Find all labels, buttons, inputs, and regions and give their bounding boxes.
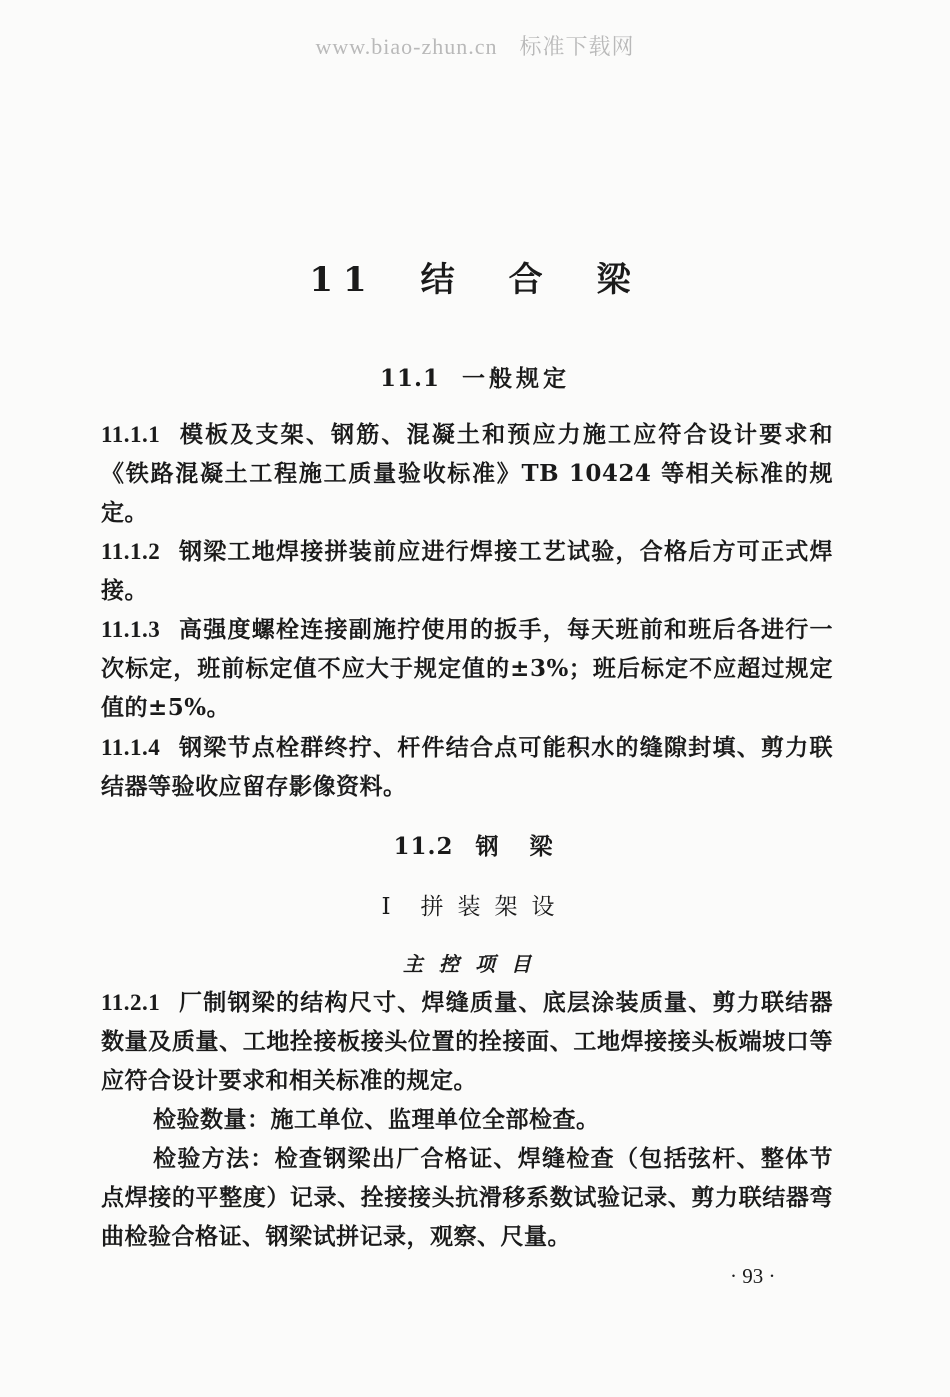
clause-11-1-2 <box>101 532 833 610</box>
clause-text: 高强度螺栓连接副施拧使用的扳手，每天班前和班后各进行一次标定，班前标定值不应大于规定值的±3%；班后标定不应超过规定值的±5%。 <box>101 616 833 721</box>
clause-11-1-1 <box>101 415 833 532</box>
clause-text: 钢梁节点栓群终拧、杆件结合点可能积水的缝隙封填、剪力联结器等验收应留存影像资料。 <box>101 734 833 800</box>
subsection-number: Ⅰ <box>381 894 405 920</box>
clause-11-1-4 <box>101 728 833 806</box>
clause-number: 11.1.3 <box>101 617 161 642</box>
inspection-method: 检验方法：检查钢梁出厂合格证、焊缝检查（包括弦杆、整体节点焊接的平整度）记录、拴接接头抗滑移系数试验记录、剪力联结器弯曲检验合格证、钢梁试拼记录，观察、尺量。 <box>101 1145 833 1250</box>
watermark-url: www.biao-zhun.cn <box>315 34 498 59</box>
section-number: 11.2 <box>393 833 454 860</box>
section-title: 钢 梁 <box>475 833 557 860</box>
page-number: · 93 · <box>730 1264 776 1288</box>
section-title: 一般规定 <box>462 365 571 392</box>
clause-text: 钢梁工地焊接拼装前应进行焊接工艺试验，合格后方可正式焊接。 <box>101 538 833 604</box>
clause-11-1-3 <box>101 610 833 727</box>
section-heading-11-2 <box>0 828 950 861</box>
clause-text: 厂制钢梁的结构尺寸、焊缝质量、底层涂装质量、剪力联结器数量及质量、工地拴接板接头位置的拴接面、工地焊接接头板端坡口等应符合设计要求和相关标准的规定。 <box>101 989 833 1094</box>
watermark-site: 标准下载网 <box>519 34 635 59</box>
section-number: 11.1 <box>379 365 441 392</box>
group-heading: 主控项目 <box>403 952 547 976</box>
section-heading-11-1 <box>0 360 950 393</box>
inspection-quantity: 检验数量：施工单位、监理单位全部检查。 <box>153 1106 600 1133</box>
subsection-title: 拼装架设 <box>420 894 569 920</box>
clause-11-2-1 <box>101 983 833 1100</box>
subsection-heading <box>0 888 950 921</box>
clause-number: 11.2.1 <box>101 990 161 1015</box>
clause-number: 11.1.1 <box>101 422 161 447</box>
chapter-title: 11 结 合 梁 <box>309 260 641 300</box>
clause-text: 模板及支架、钢筋、混凝土和预应力施工应符合设计要求和《铁路混凝土工程施工质量验收标准》TB 10424 等相关标准的规定。 <box>101 421 833 526</box>
watermark <box>0 30 950 61</box>
clause-number: 11.1.2 <box>101 539 161 564</box>
clause-number: 11.1.4 <box>101 735 161 760</box>
